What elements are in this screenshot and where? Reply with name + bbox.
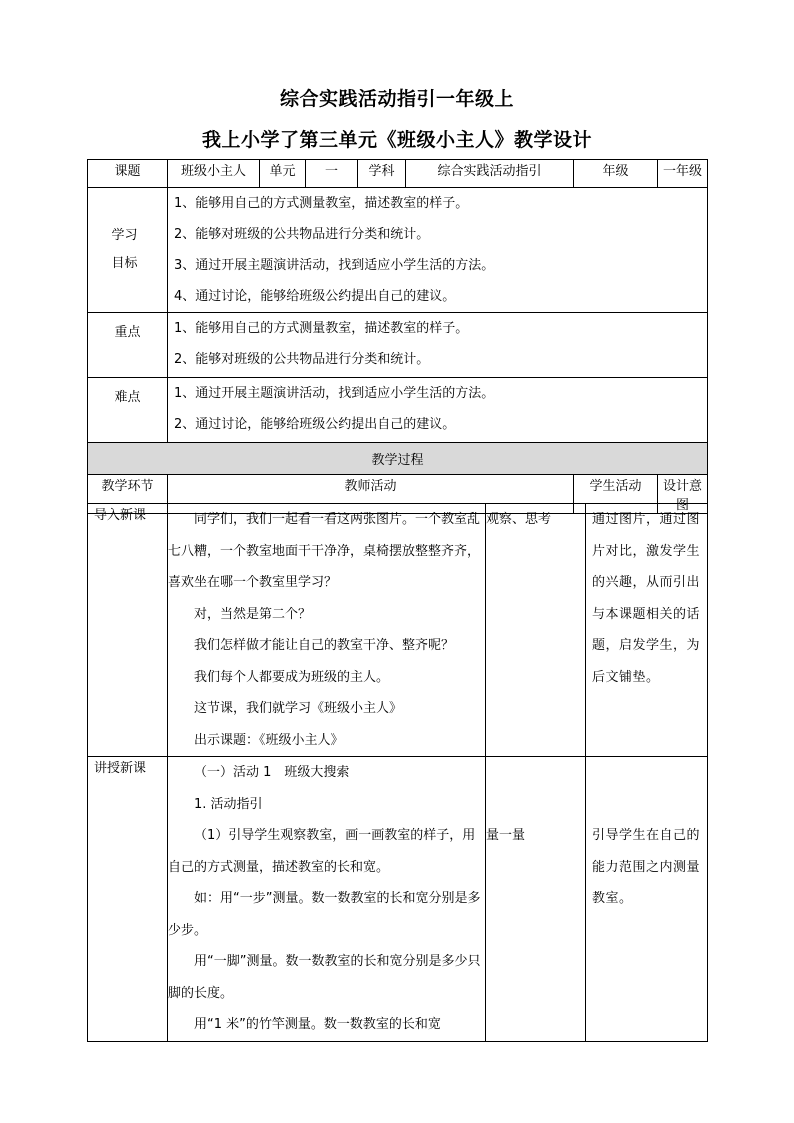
teacher-activity-intro bbox=[168, 504, 486, 757]
subject-label: 学科 bbox=[358, 160, 406, 188]
student-activity-text: 量一量 bbox=[486, 828, 526, 843]
design-intent-new bbox=[586, 757, 708, 1042]
grade-label: 年级 bbox=[574, 160, 658, 188]
teacher-activity-new bbox=[168, 757, 486, 1042]
difficulty-item: 1、通过开展主题演讲活动，找到适应小学生活的方法。 bbox=[174, 386, 495, 401]
key-point-item: 2、能够对班级的公共物品进行分类和统计。 bbox=[174, 352, 430, 367]
key-points-content bbox=[168, 313, 708, 378]
lesson-plan-table bbox=[87, 159, 708, 514]
teacher-paragraph: （1）引导学生观察教室，画一画教室的样子，用自己的方式测量，描述教室的长和宽。 bbox=[168, 828, 476, 875]
teacher-paragraph: （一）活动 1 班级大搜索 bbox=[194, 765, 350, 780]
difficulties-label: 难点 bbox=[88, 378, 168, 443]
process-row-intro bbox=[88, 504, 708, 757]
student-activity-new bbox=[486, 757, 586, 1042]
process-table bbox=[87, 503, 708, 1042]
teacher-paragraph: 对，当然是第二个？ bbox=[194, 606, 312, 622]
difficulty-item: 2、通过讨论，能够给班级公约提出自己的建议。 bbox=[174, 417, 456, 432]
process-title: 教学过程 bbox=[88, 443, 708, 475]
objectives-row bbox=[88, 188, 708, 313]
stage-new: 讲授新课 bbox=[88, 757, 168, 1042]
header-row bbox=[88, 160, 708, 188]
lesson-label: 课题 bbox=[88, 160, 168, 188]
column-header-stage: 教学环节 bbox=[88, 475, 168, 514]
difficulties-row bbox=[88, 378, 708, 443]
objectives-content bbox=[168, 188, 708, 313]
teacher-paragraph: 出示课题：《班级小主人》 bbox=[194, 732, 344, 748]
objectives-label-text: 学习目标 bbox=[111, 228, 138, 271]
column-header-teacher: 教师活动 bbox=[168, 475, 574, 514]
column-header-student: 学生活动 bbox=[574, 475, 658, 514]
key-points-row bbox=[88, 313, 708, 378]
teacher-paragraph: 这节课，我们就学习《班级小主人》 bbox=[194, 701, 403, 716]
design-intent-text: 引导学生在自己的能力范围之内测量教室。 bbox=[592, 828, 701, 906]
objective-item: 2、能够对班级的公共物品进行分类和统计。 bbox=[174, 227, 430, 242]
student-activity-intro bbox=[486, 504, 586, 757]
unit-value: 一 bbox=[306, 160, 358, 188]
teacher-paragraph: 1. 活动指引 bbox=[194, 796, 263, 812]
stage-intro: 导入新课 bbox=[88, 504, 168, 757]
process-title-row bbox=[88, 443, 708, 475]
key-points-label: 重点 bbox=[88, 313, 168, 378]
column-header-intent: 设计意图 bbox=[658, 475, 708, 514]
teacher-paragraph: 用“1 米”的竹竿测量。数一数教室的长和宽 bbox=[194, 1017, 441, 1032]
document-title: 综合实践活动指引一年级上 bbox=[279, 88, 514, 110]
teacher-paragraph: 同学们，我们一起看一看这两张图片。一个教室乱七八糟，一个教室地面干干净净，桌椅摆放整整齐齐，喜欢坐在哪一个教室里学习？ bbox=[168, 512, 481, 590]
design-intent-text: 通过图片，通过图片对比，激发学生的兴趣，从而引出与本课题相关的话题，启发学生，为后文铺垫。 bbox=[592, 512, 701, 685]
teacher-paragraph: 我们怎样做才能让自己的教室干净、整齐呢？ bbox=[194, 638, 455, 653]
key-point-item: 1、能够用自己的方式测量教室，描述教室的样子。 bbox=[174, 321, 469, 336]
student-activity-text: 观察、思考 bbox=[486, 512, 552, 527]
objective-item: 4、通过讨论，能够给班级公约提出自己的建议。 bbox=[174, 289, 456, 304]
process-row-new bbox=[88, 757, 708, 1042]
teacher-paragraph: 我们每个人都要成为班级的主人。 bbox=[194, 669, 390, 685]
unit-label: 单元 bbox=[260, 160, 306, 188]
objective-item: 3、通过开展主题演讲活动，找到适应小学生活的方法。 bbox=[174, 258, 495, 273]
lesson-value: 班级小主人 bbox=[168, 160, 260, 188]
document-subtitle: 我上小学了第三单元《班级小主人》教学设计 bbox=[201, 129, 592, 151]
design-intent-intro bbox=[586, 504, 708, 757]
teacher-paragraph: 用“一脚”测量。数一数教室的长和宽分别是多少只脚的长度。 bbox=[168, 954, 481, 1001]
difficulties-content bbox=[168, 378, 708, 443]
objective-item: 1、能够用自己的方式测量教室，描述教室的样子。 bbox=[174, 196, 469, 211]
teacher-paragraph: 如：用“一步”测量。数一数教室的长和宽分别是多少步。 bbox=[168, 891, 481, 938]
objectives-label bbox=[88, 188, 168, 313]
subject-value: 综合实践活动指引 bbox=[406, 160, 574, 188]
grade-value: 一年级 bbox=[658, 160, 708, 188]
